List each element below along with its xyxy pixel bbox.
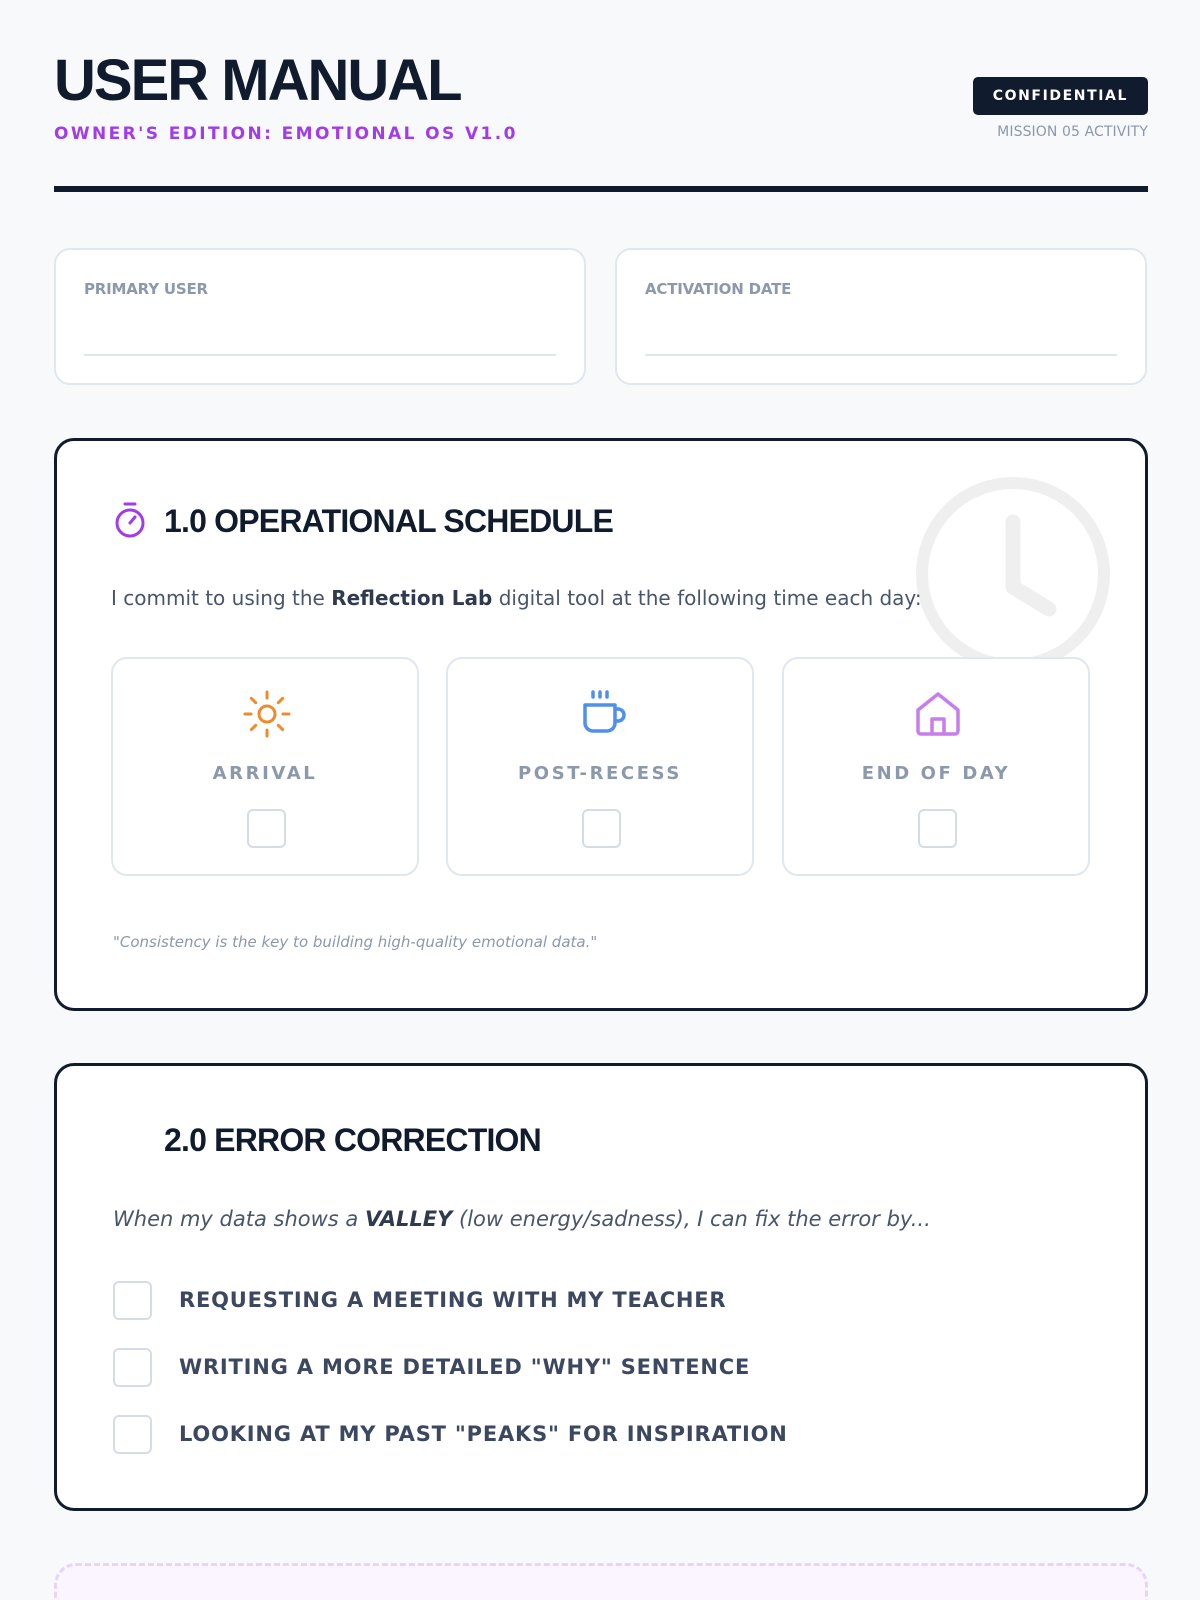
valley-label: VALLEY <box>364 1207 453 1231</box>
option-checkbox[interactable] <box>113 1415 152 1454</box>
header-divider <box>54 186 1148 192</box>
confidential-badge: CONFIDENTIAL <box>973 77 1148 115</box>
primary-user-input-line[interactable] <box>84 354 556 356</box>
option-checkbox[interactable] <box>113 1348 152 1387</box>
slot-end-of-day[interactable] <box>782 657 1090 876</box>
activation-date-input-line[interactable] <box>645 354 1117 356</box>
error-correction-section <box>54 1063 1148 1511</box>
slot-label-arrival: ARRIVAL <box>212 763 318 784</box>
coffee-cup-icon <box>577 689 627 739</box>
error-intro-start: When my data shows a <box>113 1207 365 1231</box>
home-icon <box>913 689 963 739</box>
slot-post-recess[interactable] <box>446 657 754 876</box>
sun-icon <box>242 689 292 739</box>
schedule-title: 1.0 OPERATIONAL SCHEDULE <box>164 503 614 539</box>
schedule-intro-start: I commit to using the <box>111 586 332 610</box>
next-section-panel <box>54 1563 1148 1600</box>
option-label: LOOKING AT MY PAST "PEAKS" FOR INSPIRATION <box>179 1422 788 1446</box>
option-label: WRITING A MORE DETAILED "WHY" SENTENCE <box>179 1355 751 1379</box>
slot-label-end-of-day: END OF DAY <box>861 763 1011 784</box>
reflection-lab-label: Reflection Lab <box>331 586 493 610</box>
page-subtitle: OWNER'S EDITION: EMOTIONAL OS V1.0 <box>54 124 518 144</box>
clock-watermark-icon <box>913 474 1113 674</box>
error-correction-intro <box>113 1207 931 1231</box>
activation-date-label: ACTIVATION DATE <box>645 280 792 298</box>
schedule-intro <box>111 586 922 610</box>
slot-label-post-recess: POST-RECESS <box>518 763 682 784</box>
arrival-checkbox[interactable] <box>247 809 286 848</box>
mission-label: MISSION 05 ACTIVITY <box>997 124 1148 140</box>
manual-header <box>54 48 1148 144</box>
error-intro-end: (low energy/sadness), I can fix the error by... <box>452 1207 931 1231</box>
page-title: USER MANUAL <box>54 48 461 113</box>
post-recess-checkbox[interactable] <box>582 809 621 848</box>
consistency-quote: "Consistency is the key to building high-quality emotional data." <box>113 933 598 951</box>
operational-schedule-section <box>54 438 1148 1011</box>
activation-date-field[interactable] <box>615 248 1147 385</box>
slot-arrival[interactable] <box>111 657 419 876</box>
stopwatch-icon <box>113 501 147 539</box>
option-checkbox[interactable] <box>113 1281 152 1320</box>
schedule-intro-end: digital tool at the following time each day: <box>492 586 922 610</box>
primary-user-field[interactable] <box>54 248 586 385</box>
end-of-day-checkbox[interactable] <box>918 809 957 848</box>
option-label: REQUESTING A MEETING WITH MY TEACHER <box>179 1288 727 1312</box>
primary-user-label: PRIMARY USER <box>84 280 208 298</box>
error-correction-title: 2.0 ERROR CORRECTION <box>164 1122 541 1158</box>
